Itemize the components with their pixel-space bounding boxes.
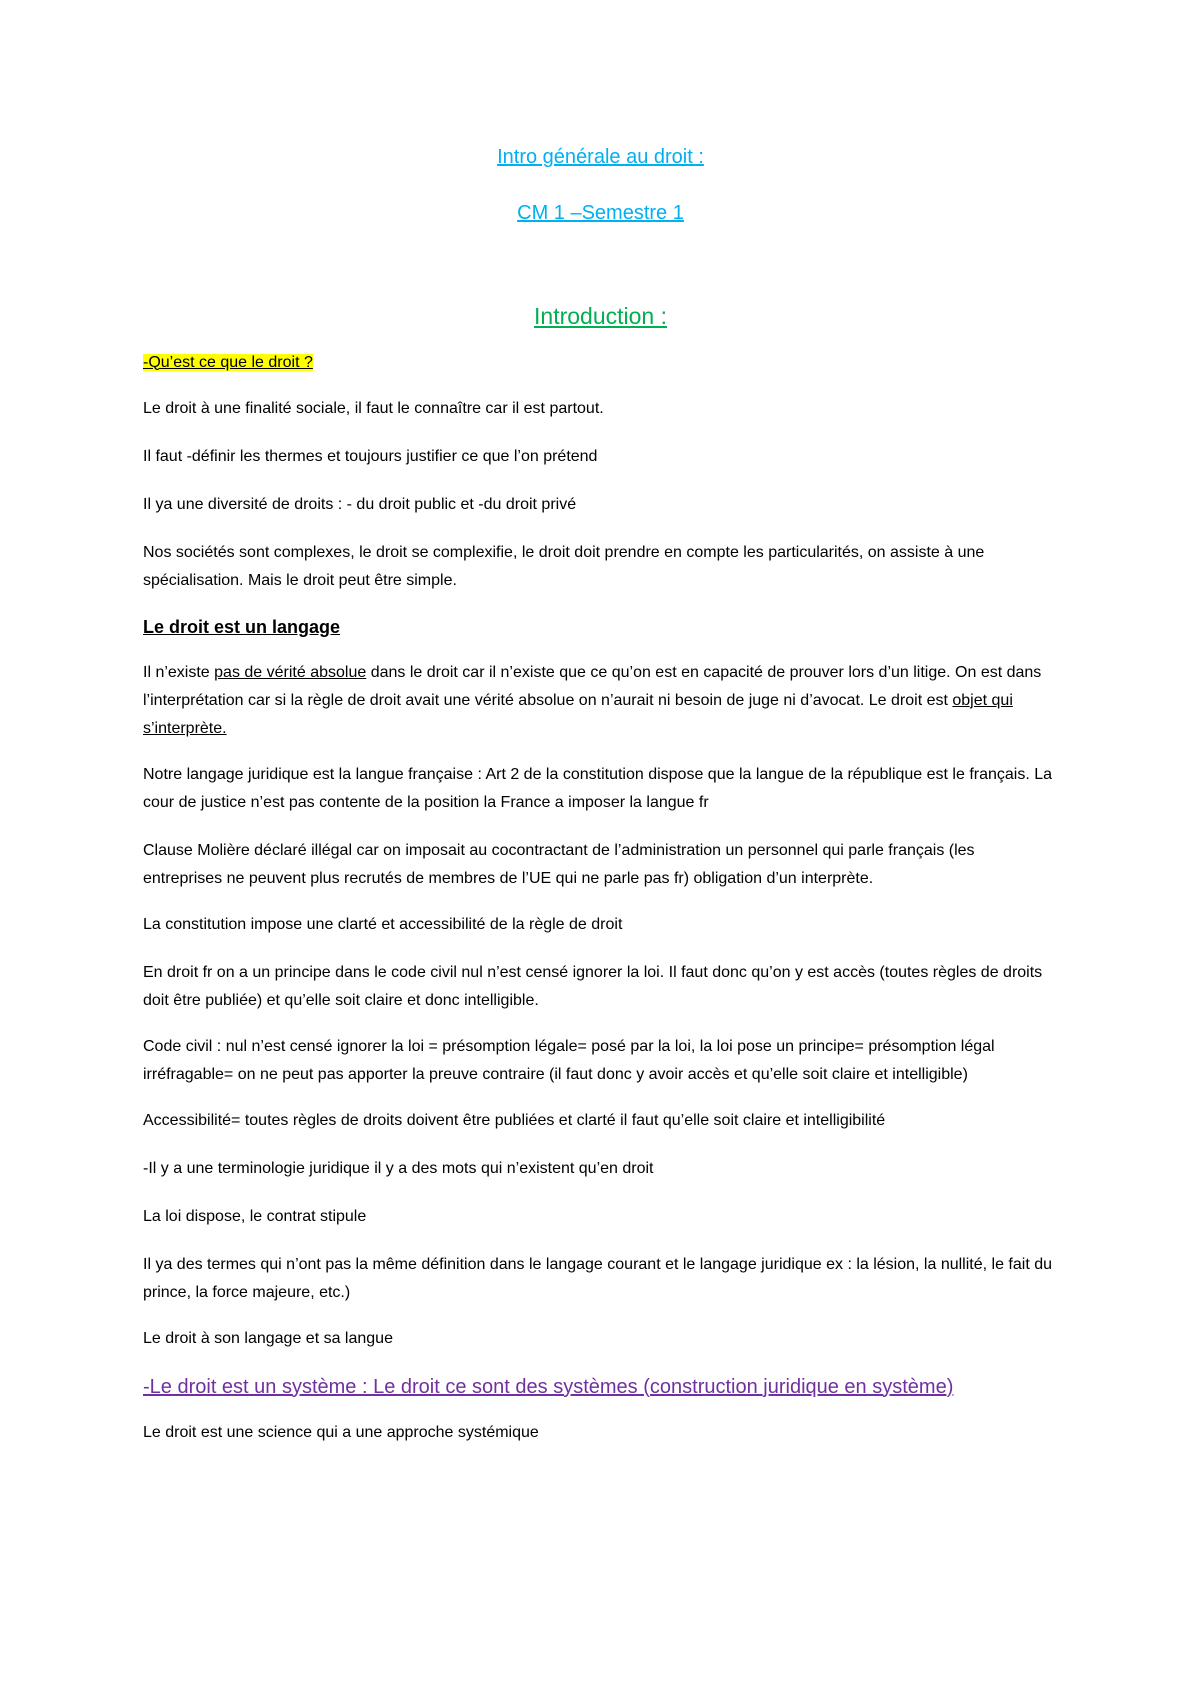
paragraph-4: Nos sociétés sont complexes, le droit se complexifie, le droit doit prendre en compte les particularités, on assiste à une spécialisation. Mais le droit peut être simple.	[143, 543, 985, 589]
doc-subtitle: CM 1 –Semestre 1	[517, 202, 684, 224]
highlighted-question: -Qu’est ce que le droit ?	[143, 353, 313, 371]
heading-systeme: -Le droit est un système : Le droit ce sont des systèmes (construction juridique en système)	[143, 1375, 954, 1398]
paragraph-10: Code civil : nul n’est censé ignorer la loi = présomption légale= posé par la loi, la loi pose un principe= présomption légal irréfragable= on ne peut pas apporter la preuve contraire (il faut donc y avoir accès et qu’elle soit claire et intelligible)	[143, 1037, 995, 1083]
paragraph-6: Notre langage juridique est la langue française : Art 2 de la constitution dispose que la langue de la république est le français. La cour de justice n’est pas contente de la position la France a imposer la langue fr	[143, 765, 1053, 811]
paragraph-13: La loi dispose, le contrat stipule	[143, 1207, 367, 1225]
doc-title: Intro générale au droit :	[497, 146, 704, 168]
paragraph-11: Accessibilité= toutes règles de droits doivent être publiées et clarté il faut qu’elle soit claire et intelligibilité	[143, 1111, 886, 1129]
paragraph-2: Il faut -définir les thermes et toujours justifier ce que l’on prétend	[143, 447, 598, 465]
question-line	[143, 349, 1058, 377]
p5-part-c: dans le droit car il n’existe que ce qu’on est en capacité de prouver lors d’un litige. On est dans l’interprétation car si la règle de droit avait une vérité absolue on n’aurait ni besoin de juge ni d’avocat. Le droit est	[143, 663, 1042, 709]
paragraph-7: Clause Molière déclaré illégal car on imposait au cocontractant de l’administration un personnel qui parle français (les entreprises ne peuvent plus recrutés de membres de l’UE qui ne parle pas fr) obligation d’un interprète.	[143, 841, 975, 887]
paragraph-12: -Il y a une terminologie juridique il y a des mots qui n’existent qu’en droit	[143, 1159, 654, 1177]
heading-langage: Le droit est un langage	[143, 616, 341, 637]
paragraph-5	[143, 659, 1058, 743]
paragraph-16: Le droit est une science qui a une approche systémique	[143, 1423, 539, 1441]
p5-part-a: Il n’existe	[143, 663, 215, 681]
paragraph-8: La constitution impose une clarté et accessibilité de la règle de droit	[143, 915, 623, 933]
section-introduction: Introduction :	[534, 303, 667, 329]
p5-underlined-ending: objet qui s’interprète.	[143, 691, 1013, 737]
paragraph-3: Il ya une diversité de droits : - du droit public et -du droit privé	[143, 495, 577, 513]
paragraph-9: En droit fr on a un principe dans le code civil nul n’est censé ignorer la loi. Il faut donc qu’on y est accès (toutes règles de droits doit être publiée) et qu’elle soit claire et donc intelligible.	[143, 963, 1043, 1009]
p5-underlined-phrase: pas de vérité absolue	[214, 663, 367, 681]
paragraph-14: Il ya des termes qui n’ont pas la même définition dans le langage courant et le langage juridique ex : la lésion, la nullité, le fait du prince, la force majeure, etc.)	[143, 1255, 1052, 1301]
paragraph-1: Le droit à une finalité sociale, il faut le connaître car il est partout.	[143, 399, 604, 417]
title-block	[143, 145, 1058, 331]
paragraph-15: Le droit à son langage et sa langue	[143, 1329, 393, 1347]
